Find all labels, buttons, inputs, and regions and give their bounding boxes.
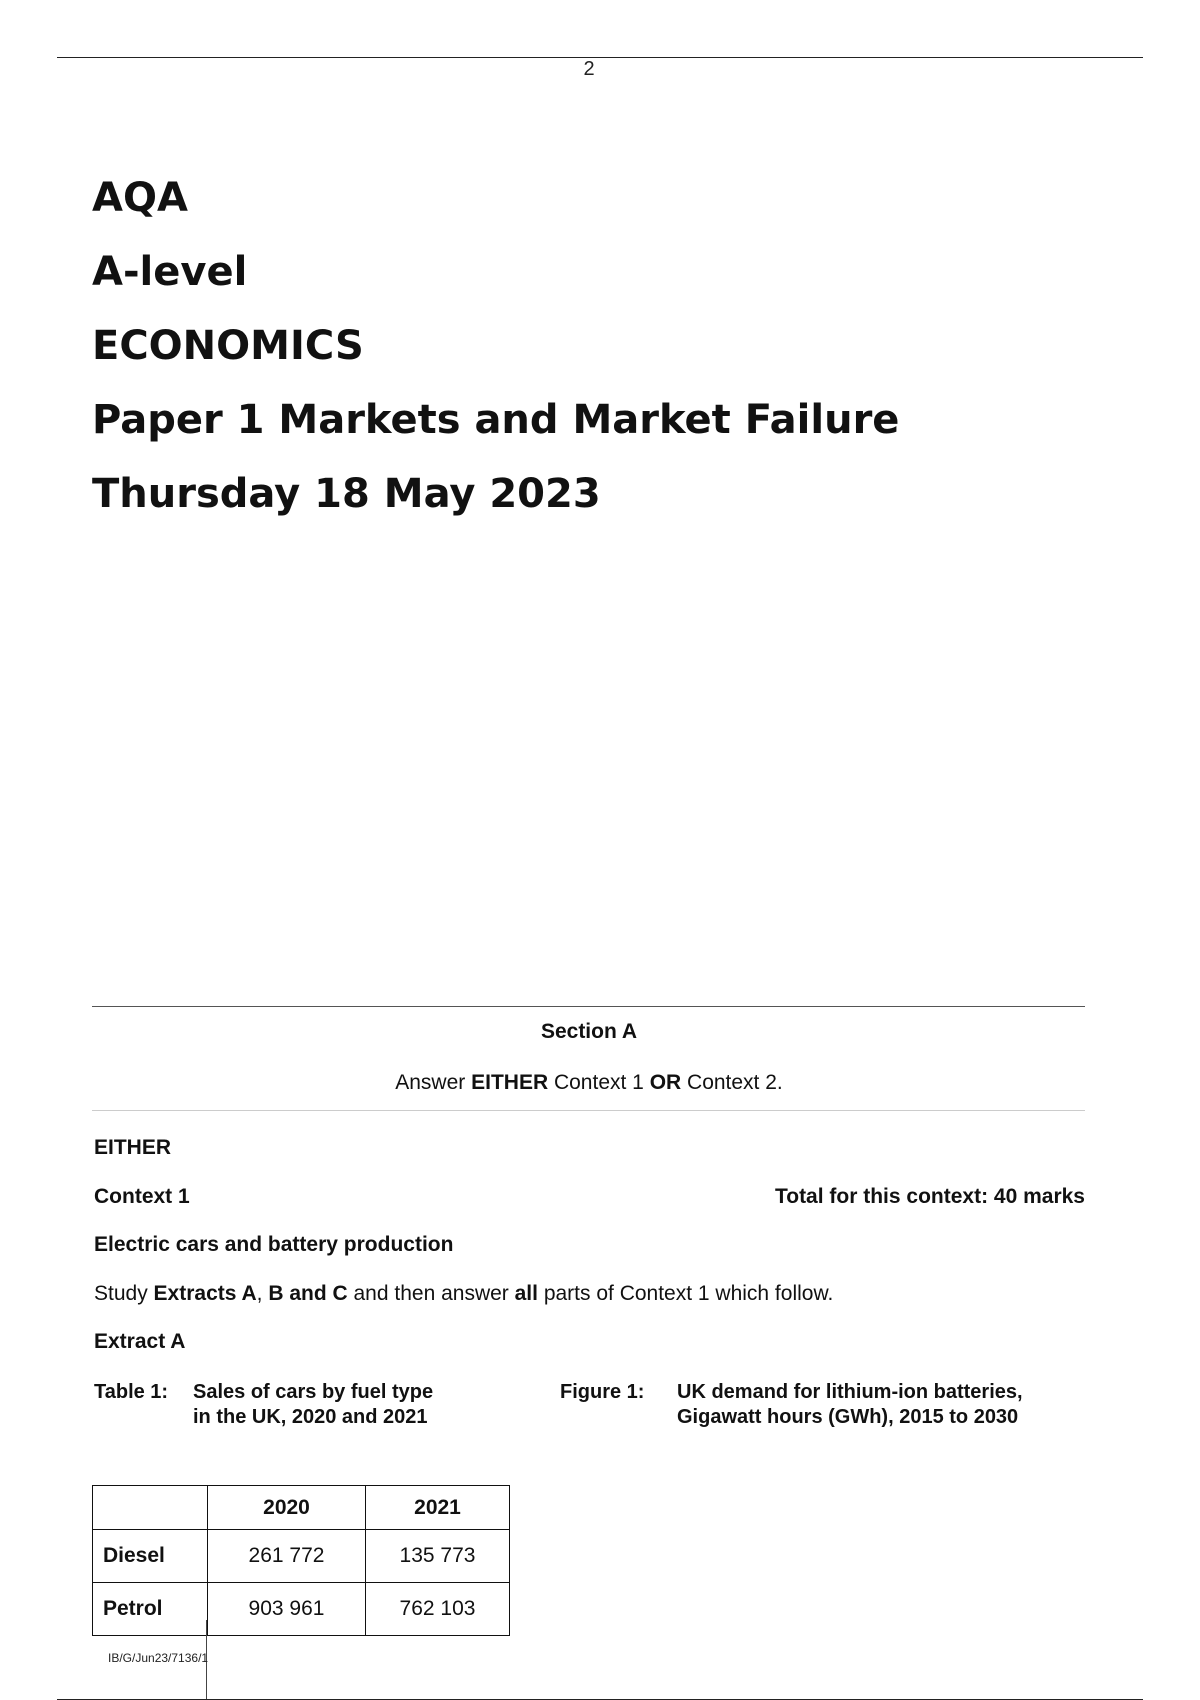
table-caption-line1: Sales of cars by fuel type	[193, 1381, 434, 1403]
subject-title: ECONOMICS	[92, 323, 364, 369]
section-title: Section A	[540, 1020, 638, 1043]
exam-board: AQA	[92, 175, 188, 221]
either-label: EITHER	[94, 1136, 172, 1159]
table-cell: 762 103	[366, 1583, 510, 1636]
table-cell: 903 961	[208, 1583, 366, 1636]
page-number: 2	[583, 58, 595, 80]
table-header-cell: 2021	[366, 1486, 510, 1530]
extract-label: Extract A	[94, 1330, 186, 1353]
table-caption	[94, 1380, 494, 1432]
table-cell: 135 773	[366, 1530, 510, 1583]
table-cell: 261 772	[208, 1530, 366, 1583]
table-header-cell	[93, 1486, 208, 1530]
table-header-cell: 2020	[208, 1486, 366, 1530]
section-divider-top	[92, 1006, 1085, 1007]
table-row	[93, 1530, 510, 1583]
study-instruction: Study Extracts A, B and C and then answer all parts of Context 1 which follow.	[94, 1282, 834, 1305]
table-caption-label: Table 1:	[94, 1381, 169, 1403]
context-topic: Electric cars and battery production	[94, 1233, 454, 1256]
footer-code: IB/G/Jun23/7136/1	[108, 1651, 209, 1665]
figure-caption-label: Figure 1:	[560, 1381, 645, 1403]
section-instruction: Answer EITHER Context 1 OR Context 2.	[395, 1071, 783, 1094]
qualification-level: A-level	[92, 249, 248, 295]
table-caption-line2: in the UK, 2020 and 2021	[193, 1406, 428, 1428]
context-total-marks: Total for this context: 40 marks	[774, 1185, 1085, 1208]
context-label: Context 1	[94, 1185, 190, 1208]
table-header-row	[93, 1486, 510, 1530]
row-label-petrol: Petrol	[93, 1583, 208, 1636]
row-label-diesel: Diesel	[93, 1530, 208, 1583]
sales-table	[92, 1485, 510, 1636]
exam-date: Thursday 18 May 2023	[92, 471, 601, 517]
title-block	[92, 175, 900, 548]
figure-caption-line2: Gigawatt hours (GWh), 2015 to 2030	[677, 1406, 1019, 1428]
paper-title: Paper 1 Markets and Market Failure	[92, 397, 900, 443]
figure-caption	[560, 1380, 1080, 1432]
figure-caption-line1: UK demand for lithium-ion batteries,	[677, 1381, 1023, 1403]
section-divider-bottom	[92, 1110, 1085, 1111]
table-row	[93, 1583, 510, 1636]
